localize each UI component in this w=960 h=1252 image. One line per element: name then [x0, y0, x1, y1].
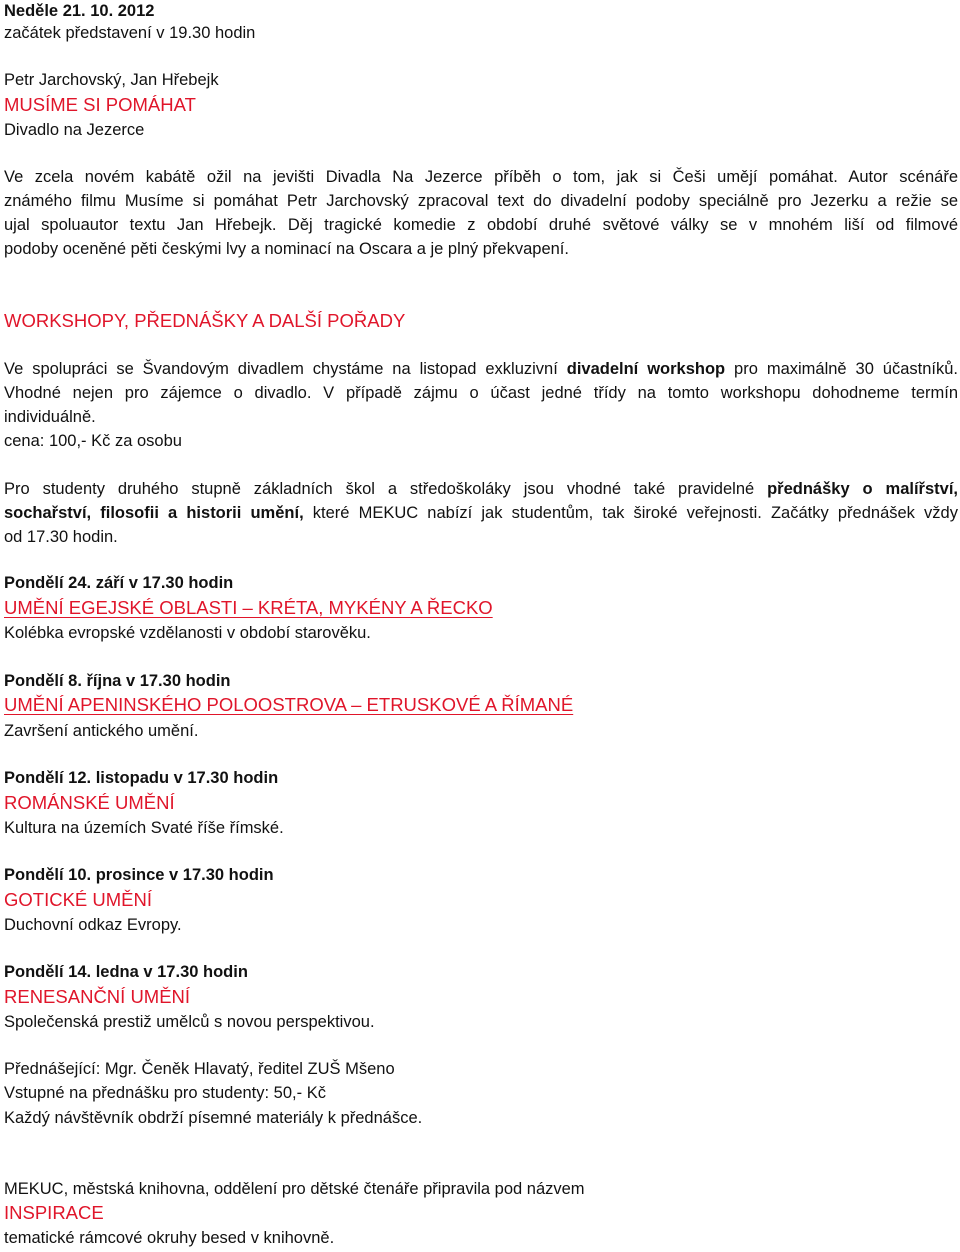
- lecture-subtitle: Duchovní odkaz Evropy.: [4, 916, 182, 934]
- lecture-date: Pondělí 12. listopadu v 17.30 hodin: [4, 769, 279, 787]
- event-description-line: známého filmu Musíme si pomáhat Petr Jarchovský zpracoval text do divadelní podoby speciálně pro Jezerku a režie se: [4, 192, 958, 210]
- lecture-title: GOTICKÉ UMĚNÍ: [4, 889, 153, 910]
- event-description-line: podoby oceněné pěti českými lvy a nominací na Oscara a je plný překvapení.: [4, 240, 569, 258]
- lecture-title: ROMÁNSKÉ UMĚNÍ: [4, 792, 175, 813]
- workshop-text: pro maximálně 30 účastníků.: [725, 360, 959, 378]
- lecture-subtitle: Kultura na územích Svaté říše římské.: [4, 819, 284, 837]
- lectures-paragraph-line: [4, 478, 958, 500]
- lectures-paragraph-line: [4, 502, 958, 524]
- lecture-lecturer: Přednášející: Mgr. Čeněk Hlavatý, ředitel ZUŠ Mšeno: [4, 1060, 395, 1078]
- lecture-date: Pondělí 8. října v 17.30 hodin: [4, 672, 231, 690]
- lecture-subtitle: Společenská prestiž umělců s novou perspektivou.: [4, 1013, 375, 1031]
- lectures-highlight: přednášky o malířství,: [767, 480, 958, 498]
- lecture-date: Pondělí 24. září v 17.30 hodin: [4, 574, 234, 592]
- workshop-price: cena: 100,- Kč za osobu: [4, 432, 182, 450]
- lecture-materials: Každý návštěvník obdrží písemné materiály k přednášce.: [4, 1109, 423, 1127]
- library-title: INSPIRACE: [4, 1202, 104, 1223]
- event-start-time: začátek představení v 19.30 hodin: [4, 24, 256, 42]
- workshop-paragraph-line: Vhodné nejen pro zájemce o divadlo. V případě zájmu o účast jedné třídy na tomto workshopu dohodneme termín: [4, 384, 958, 402]
- lecture-title: UMĚNÍ EGEJSKÉ OBLASTI – KRÉTA, MYKÉNY A ŘECKO: [4, 597, 493, 618]
- lecture-subtitle: Kolébka evropské vzdělanosti v období starověku.: [4, 624, 371, 642]
- event-description-line: Ve zcela novém kabátě ožil na jevišti Divadla Na Jezerce příběh o tom, jak si Češi umějí pomáhat. Autor scénáře: [4, 168, 958, 186]
- lectures-text: Pro studenty druhého stupně základních škol a středoškoláky jsou vhodné také pravidelné: [4, 480, 768, 498]
- library-intro: MEKUC, městská knihovna, oddělení pro dětské čtenáře připravila pod názvem: [4, 1180, 585, 1198]
- event-authors: Petr Jarchovský, Jan Hřebejk: [4, 71, 219, 89]
- section-heading-workshops: WORKSHOPY, PŘEDNÁŠKY A DALŠÍ POŘADY: [4, 310, 406, 331]
- lecture-title: UMĚNÍ APENINSKÉHO POLOOSTROVA – ETRUSKOVÉ A ŘÍMANÉ: [4, 694, 574, 715]
- lecture-date: Pondělí 10. prosince v 17.30 hodin: [4, 866, 274, 884]
- lecture-title: RENESANČNÍ UMĚNÍ: [4, 986, 191, 1007]
- lecture-subtitle: Završení antického umění.: [4, 722, 199, 740]
- workshop-paragraph-line: [4, 358, 958, 380]
- event-date: Neděle 21. 10. 2012: [4, 2, 155, 20]
- workshop-paragraph-line: individuálně.: [4, 408, 96, 426]
- event-venue: Divadlo na Jezerce: [4, 121, 145, 139]
- workshop-text: Ve spolupráci se Švandovým divadlem chystáme na listopad exkluzivní: [4, 360, 567, 378]
- lectures-paragraph-line: od 17.30 hodin.: [4, 528, 118, 546]
- workshop-highlight: divadelní workshop: [566, 360, 726, 378]
- event-title: MUSÍME SI POMÁHAT: [4, 94, 196, 115]
- library-subtitle: tematické rámcové okruhy besed v knihovně.: [4, 1229, 335, 1247]
- event-description-line: ujal spoluautor textu Jan Hřebejk. Děj tragické komedie z období druhé světové války se v mnohém liší od filmové: [4, 216, 958, 234]
- lectures-highlight: sochařství, filosofii a historii umění,: [4, 504, 304, 522]
- lecture-date: Pondělí 14. ledna v 17.30 hodin: [4, 963, 248, 981]
- lectures-text: které MEKUC nabízí jak studentům, tak široké veřejnosti. Začátky přednášek vždy: [303, 504, 958, 522]
- lecture-entry-fee: Vstupné na přednášku pro studenty: 50,- Kč: [4, 1084, 326, 1102]
